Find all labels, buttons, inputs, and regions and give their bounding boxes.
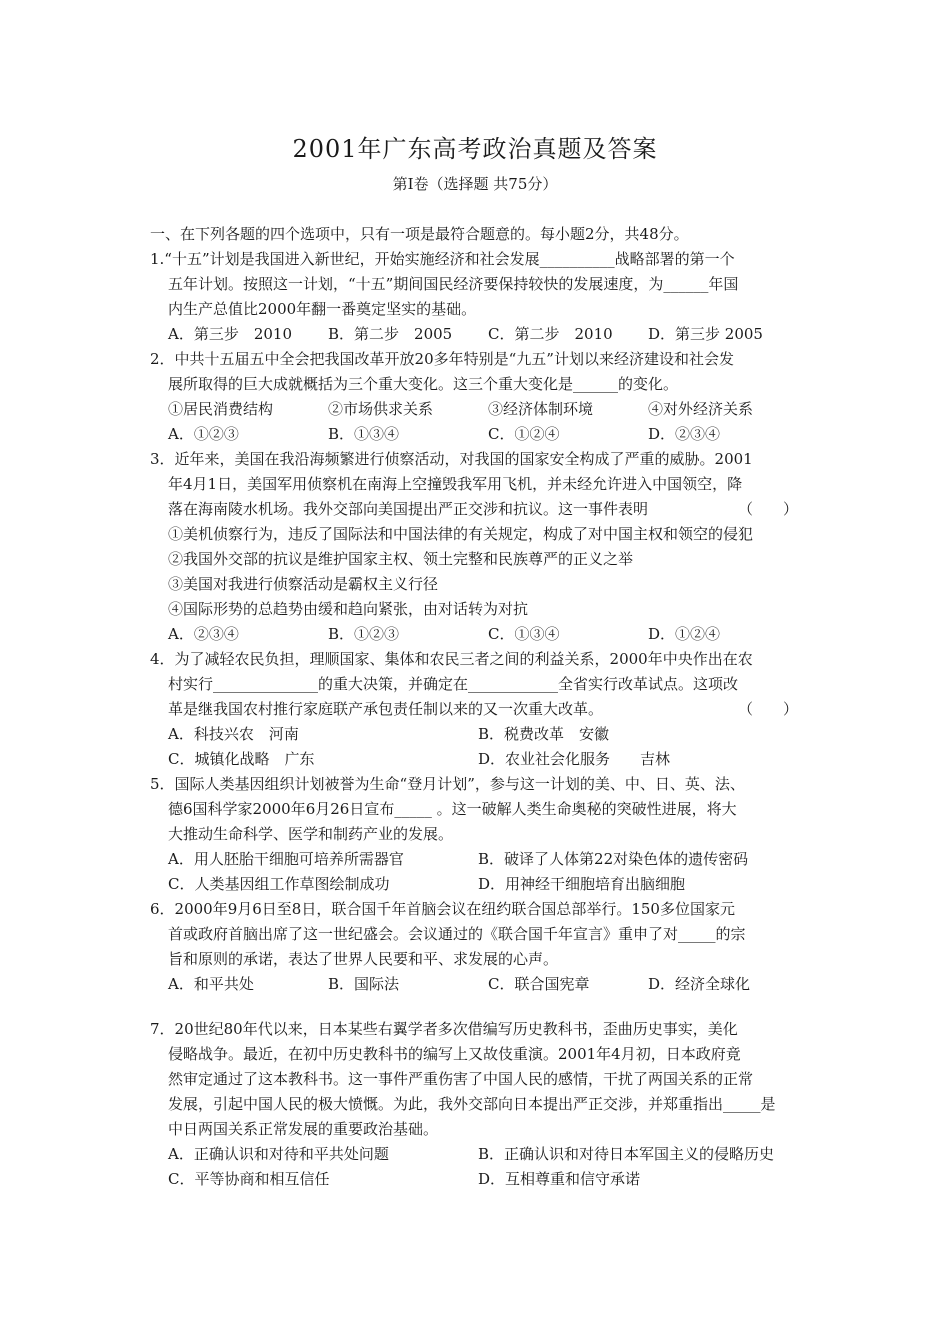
statement-row xyxy=(150,397,810,422)
option-d: D．互相尊重和信守承诺 xyxy=(478,1170,641,1188)
question-text: 村实行______________的重大决策，并确定在____________全省实行改革试点。这项改 xyxy=(168,675,739,693)
question-text: 展所取得的巨大成就概括为三个重大变化。这三个重大变化是______的变化。 xyxy=(168,375,679,393)
question-6 xyxy=(150,897,810,997)
option-b: B．正确认识和对待日本军国主义的侵略历史 xyxy=(478,1145,775,1163)
statement-3: ③经济体制环境 xyxy=(488,400,594,418)
option-d: D．经济全球化 xyxy=(648,975,751,993)
question-text: 5．国际人类基因组织计划被誉为生命“登月计划”，参与这一计划的美、中、日、英、法、 xyxy=(150,775,745,793)
option-row xyxy=(150,622,810,647)
question-text: 五年计划。按照这一计划，“十五”期间国民经济要保持较快的发展速度，为______年国 xyxy=(168,275,739,293)
question-5 xyxy=(150,772,810,897)
statement-2: ②市场供求关系 xyxy=(328,400,434,418)
option-a: A．和平共处 xyxy=(168,975,254,993)
option-c: C．联合国宪章 xyxy=(488,975,590,993)
option-row xyxy=(150,322,810,347)
statement-4: ④国际形势的总趋势由缓和趋向紧张，由对话转为对抗 xyxy=(168,600,529,618)
statement-1: ①居民消费结构 xyxy=(168,400,274,418)
statement-3: ③美国对我进行侦察活动是霸权主义行径 xyxy=(168,575,439,593)
question-text-with-paren xyxy=(150,697,810,722)
option-d: D．②③④ xyxy=(648,425,721,443)
question-7 xyxy=(150,1017,810,1192)
option-d: D．第三步 2005 xyxy=(648,325,763,343)
question-text-with-paren xyxy=(150,497,810,522)
statement-2: ②我国外交部的抗议是维护国家主权、领土完整和民族尊严的正义之举 xyxy=(168,550,634,568)
question-list xyxy=(150,222,810,1192)
page-title: 2001年广东高考政治真题及答案 xyxy=(292,135,658,163)
option-b: B．第二步 2005 xyxy=(328,325,453,343)
option-b: B．税费改革 安徽 xyxy=(478,725,610,743)
option-a: A．②③④ xyxy=(168,625,239,643)
answer-paren: （ ） xyxy=(737,500,798,518)
option-a: A．正确认识和对待和平共处问题 xyxy=(168,1145,389,1163)
option-row xyxy=(150,1167,810,1192)
question-2 xyxy=(150,347,810,447)
question-text: 德6国科学家2000年6月26日宣布_____ 。这一破解人类生命奥秘的突破性进展，将大 xyxy=(168,800,737,818)
statement-1: ①美机侦察行为，违反了国际法和中国法律的有关规定，构成了对中国主权和领空的侵犯 xyxy=(168,525,754,543)
question-text: 首或政府首脑出席了这一世纪盛会。会议通过的《联合国千年宣言》重申了对_____的宗 xyxy=(168,925,746,943)
question-text: 6．2000年9月6日至8日，联合国千年首脑会议在纽约联合国总部举行。150多位国家元 xyxy=(150,900,735,918)
option-b: B．国际法 xyxy=(328,975,400,993)
option-row xyxy=(150,722,810,747)
option-b: B．①②③ xyxy=(328,625,400,643)
option-c: C．①③④ xyxy=(488,625,560,643)
option-c: C．第二步 2010 xyxy=(488,325,613,343)
option-row xyxy=(150,872,810,897)
option-a: A．用人胚胎干细胞可培养所需器官 xyxy=(168,850,404,868)
option-row xyxy=(150,422,810,447)
question-text: 内生产总值比2000年翻一番奠定坚实的基础。 xyxy=(168,300,477,318)
option-b: B．破译了人体第22对染色体的遗传密码 xyxy=(478,850,749,868)
option-row xyxy=(150,972,810,997)
option-a: A．第三步 2010 xyxy=(168,325,293,343)
question-4 xyxy=(150,647,810,772)
question-text: 然审定通过了这本教科书。这一事件严重伤害了中国人民的感情，干扰了两国关系的正常 xyxy=(168,1070,754,1088)
section-instructions: 一、在下列各题的四个选项中，只有一项是最符合题意的。每小题2分，共48分。 xyxy=(150,225,689,243)
question-text: 旨和原则的承诺，表达了世界人民要和平、求发展的心声。 xyxy=(168,950,559,968)
question-text: 3．近年来，美国在我沿海频繁进行侦察活动，对我国的国家安全构成了严重的威胁。2001 xyxy=(150,450,753,468)
option-c: C．城镇化战略 广东 xyxy=(168,750,315,768)
question-text: 侵略战争。最近，在初中历史教科书的编写上又故伎重演。2001年4月初，日本政府竟 xyxy=(168,1045,741,1063)
option-d: D．用神经干细胞培育出脑细胞 xyxy=(478,875,686,893)
question-text: 大推动生命科学、医学和制药产业的发展。 xyxy=(168,825,454,843)
question-text: 2．中共十五届五中全会把我国改革开放20多年特别是“九五”计划以来经济建设和社会发 xyxy=(150,350,734,368)
page-subtitle: 第Ⅰ卷（选择题 共75分） xyxy=(392,175,558,193)
option-row xyxy=(150,747,810,772)
spacer xyxy=(150,997,810,1017)
option-c: C．平等协商和相互信任 xyxy=(168,1170,330,1188)
question-text: 落在海南陵水机场。我外交部向美国提出严正交涉和抗议。这一事件表明 xyxy=(168,500,649,518)
option-d: D．农业社会化服务 吉林 xyxy=(478,750,671,768)
answer-paren: （ ） xyxy=(737,700,798,718)
option-row xyxy=(150,847,810,872)
question-text: 4．为了减轻农民负担，理顺国家、集体和农民三者之间的利益关系，2000年中央作出在农 xyxy=(150,650,753,668)
option-d: D．①②④ xyxy=(648,625,721,643)
question-text: 1.“十五”计划是我国进入新世纪，开始实施经济和社会发展__________战略部署的第一个 xyxy=(150,250,735,268)
option-row xyxy=(150,1142,810,1167)
question-text: 年4月1日，美国军用侦察机在南海上空撞毁我军用飞机，并未经允许进入中国领空，降 xyxy=(168,475,743,493)
question-text: 7．20世纪80年代以来，日本某些右翼学者多次借编写历史教科书，歪曲历史事实，美化 xyxy=(150,1020,738,1038)
option-a: A．科技兴农 河南 xyxy=(168,725,299,743)
option-b: B．①③④ xyxy=(328,425,400,443)
question-text: 中日两国关系正常发展的重要政治基础。 xyxy=(168,1120,439,1138)
question-3 xyxy=(150,447,810,647)
option-a: A．①②③ xyxy=(168,425,239,443)
question-text: 革是继我国农村推行家庭联产承包责任制以来的又一次重大改革。 xyxy=(168,700,604,718)
option-c: C．①②④ xyxy=(488,425,560,443)
option-c: C．人类基因组工作草图绘制成功 xyxy=(168,875,390,893)
question-1 xyxy=(150,247,810,347)
statement-4: ④对外经济关系 xyxy=(648,400,754,418)
question-text: 发展，引起中国人民的极大愤慨。为此，我外交部向日本提出严正交涉，并郑重指出_____是 xyxy=(168,1095,776,1113)
